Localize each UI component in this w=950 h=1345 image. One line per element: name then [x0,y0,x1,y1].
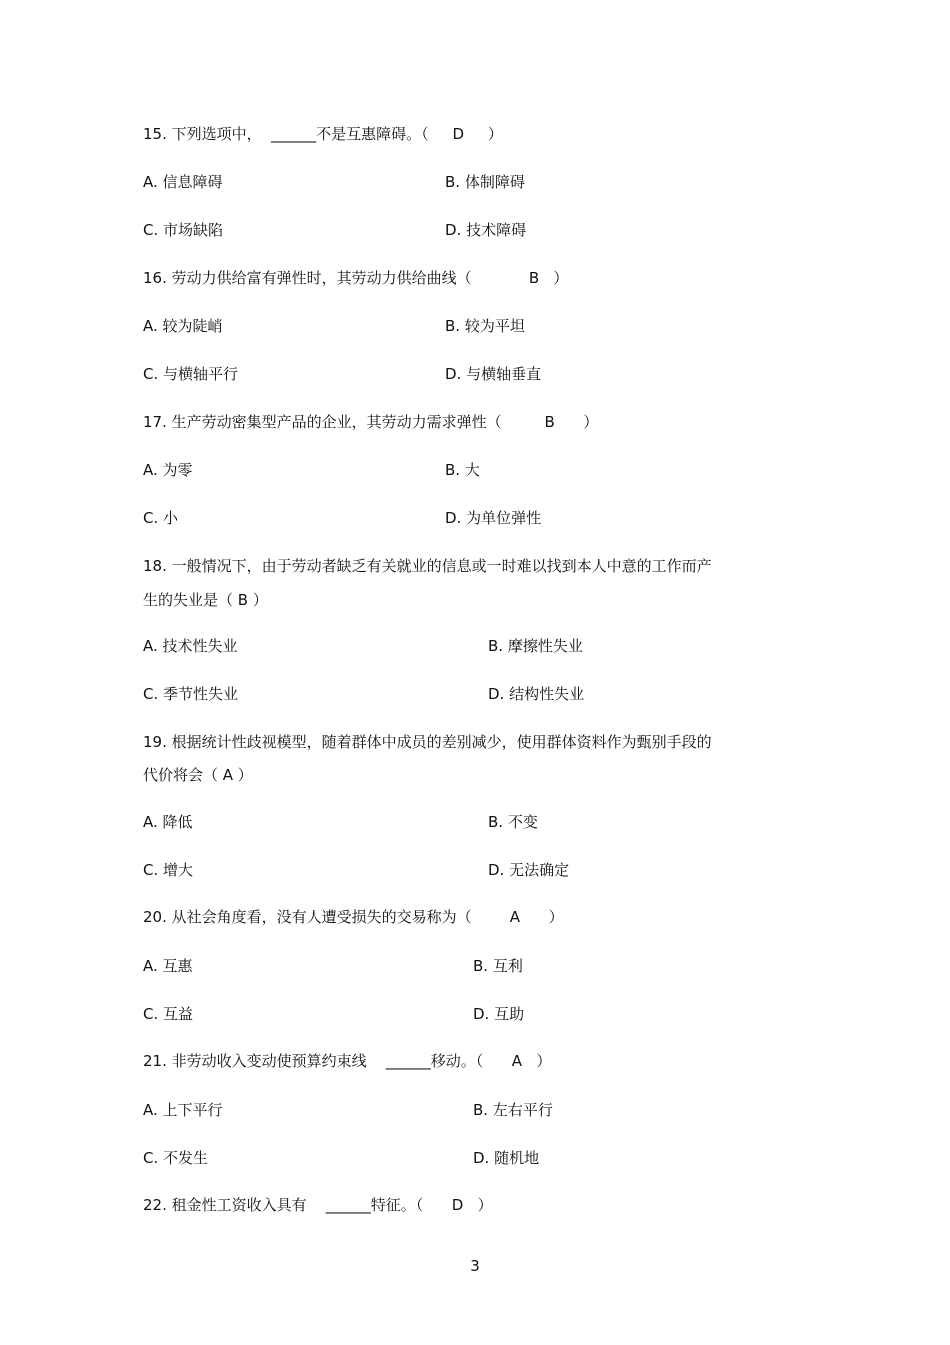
question-15-option-b: B. 体制障碍 [445,173,525,191]
question-15-option-d: D. 技术障碍 [445,221,527,239]
page-number: 3 [470,1257,480,1275]
question-16-option-d: D. 与横轴垂直 [445,365,542,383]
question-18-option-a: A. 技术性失业 [143,637,238,655]
question-17-stem: 17. 生产劳动密集型产品的企业，其劳动力需求弹性（ B ） [143,413,599,431]
question-19-stem-line1: 19. 根据统计性歧视模型，随着群体中成员的差别减少，使用群体资料作为甄别手段的 [143,733,712,751]
question-16-option-b: B. 较为平坦 [445,317,525,335]
question-19-option-a: A. 降低 [143,813,193,831]
question-18-stem-line2: 生的失业是（ B ） [143,591,268,609]
question-18-option-d: D. 结构性失业 [488,685,585,703]
question-19-option-b: B. 不变 [488,813,538,831]
question-17-option-c: C. 小 [143,509,179,527]
question-20-option-b: B. 互利 [473,957,523,975]
question-20-stem: 20. 从社会角度看，没有人遭受损失的交易称为（ A ） [143,908,564,926]
question-15-stem: 15. 下列选项中， ______不是互惠障碍。（ D ） [143,125,503,143]
question-17-option-a: A. 为零 [143,461,193,479]
question-20-option-a: A. 互惠 [143,957,193,975]
question-20-option-c: C. 互益 [143,1005,194,1023]
question-19-stem-line2: 代价将会（ A ） [143,766,253,784]
question-18-option-b: B. 摩擦性失业 [488,637,583,655]
question-17-option-d: D. 为单位弹性 [445,509,542,527]
question-18-stem-line1: 18. 一般情况下，由于劳动者缺乏有关就业的信息或一时难以找到本人中意的工作而产 [143,557,712,575]
question-20-option-d: D. 互助 [473,1005,525,1023]
question-18-option-c: C. 季节性失业 [143,685,239,703]
question-21-stem: 21. 非劳动收入变动使预算约束线 ______移动。（ A ） [143,1052,552,1070]
question-21-option-b: B. 左右平行 [473,1101,553,1119]
question-21-option-d: D. 随机地 [473,1149,540,1167]
question-15-option-c: C. 市场缺陷 [143,221,224,239]
question-22-stem: 22. 租金性工资收入具有 ______特征。（ D ） [143,1196,493,1214]
question-21-option-a: A. 上下平行 [143,1101,223,1119]
question-17-option-b: B. 大 [445,461,480,479]
question-19-option-d: D. 无法确定 [488,861,570,879]
question-21-option-c: C. 不发生 [143,1149,209,1167]
question-16-option-a: A. 较为陡峭 [143,317,223,335]
question-16-stem: 16. 劳动力供给富有弹性时，其劳动力供给曲线（ B ） [143,269,569,287]
question-16-option-c: C. 与横轴平行 [143,365,239,383]
question-15-option-a: A. 信息障碍 [143,173,223,191]
question-19-option-c: C. 增大 [143,861,194,879]
